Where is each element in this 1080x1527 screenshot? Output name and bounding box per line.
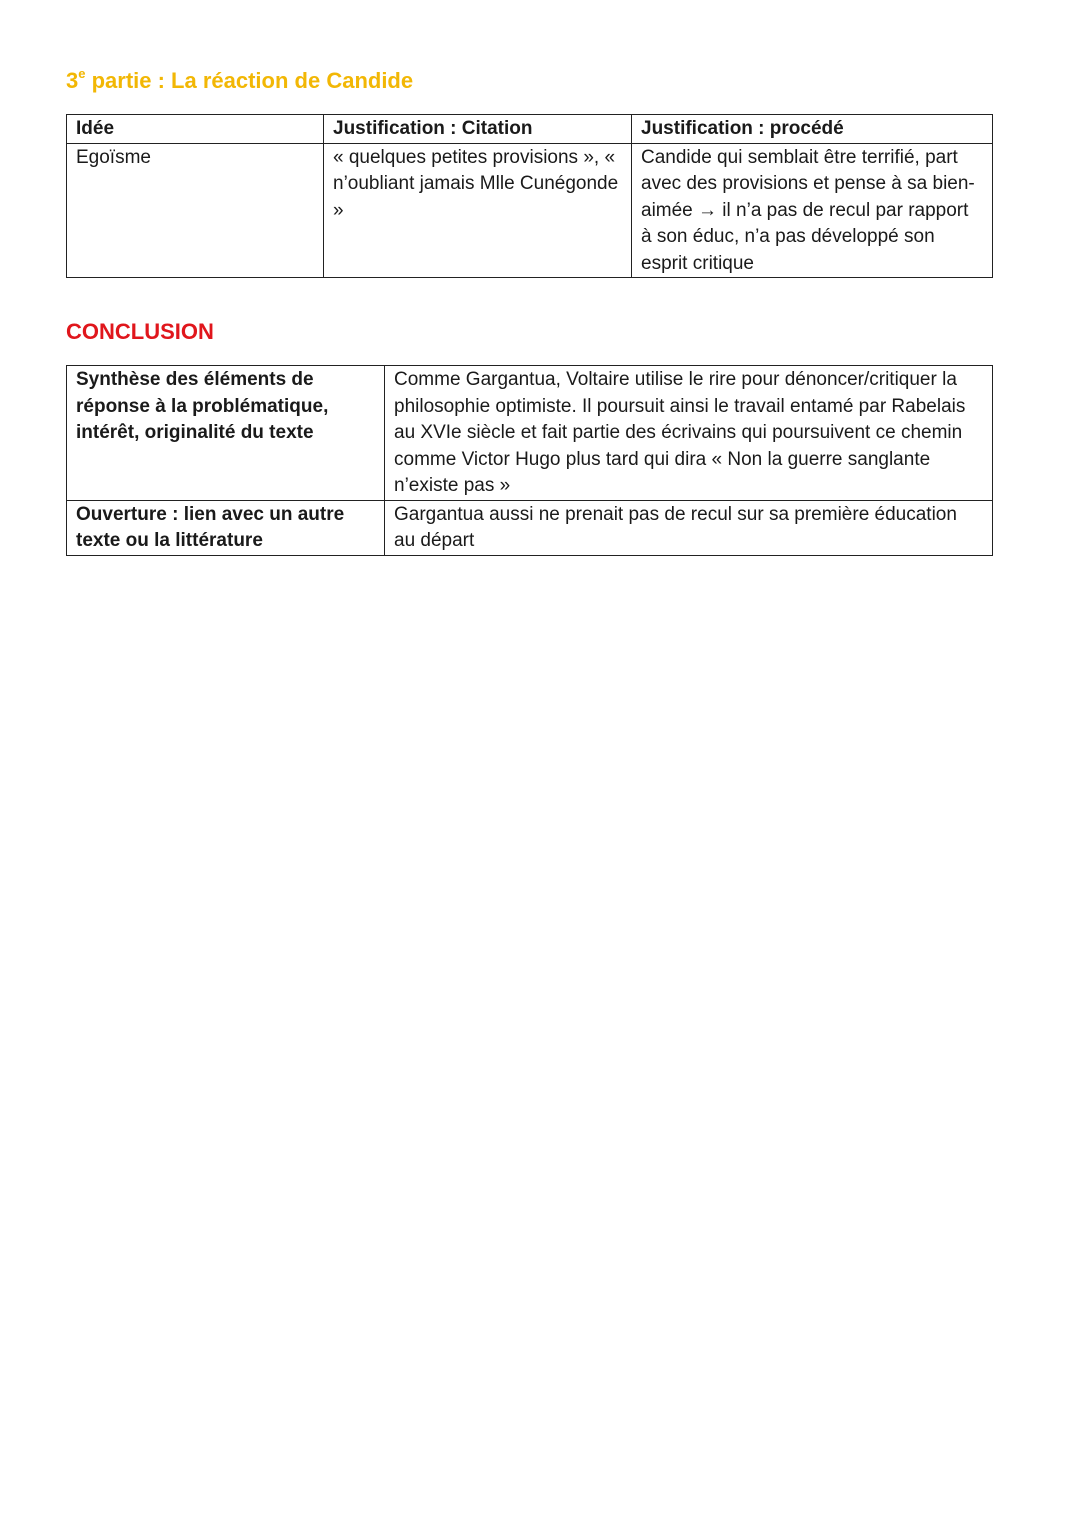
table-header-row [67, 115, 993, 144]
label-opening: Ouverture : lien avec un autre texte ou la littérature [67, 500, 385, 555]
part-title-text: partie : La réaction de Candide [85, 68, 414, 93]
cell-idea: Egoïsme [67, 143, 324, 278]
section-title-conclusion: CONCLUSION [66, 319, 214, 344]
table-row [67, 366, 993, 501]
part-number: 3 [66, 68, 79, 93]
label-synthesis: Synthèse des éléments de réponse à la problématique, intérêt, originalité du texte [67, 366, 385, 501]
section-title-part3 [66, 65, 414, 94]
cell-quote: « quelques petites provisions », « n’oubliant jamais Mlle Cunégonde » [324, 143, 632, 278]
cell-process: Candide qui semblait être terrifié, part avec des provisions et pense à sa bien-aimée → il n’a pas de recul par rapport à son éduc, n’a pas développé son esprit critique [632, 143, 993, 278]
part-number-suffix: e [78, 65, 86, 81]
content-opening: Gargantua aussi ne prenait pas de recul sur sa première éducation au départ [385, 500, 993, 555]
table-row [67, 500, 993, 555]
conclusion-table [66, 365, 993, 556]
part3-table [66, 114, 993, 278]
header-quote: Justification : Citation [324, 115, 632, 144]
header-idea: Idée [67, 115, 324, 144]
header-process: Justification : procédé [632, 115, 993, 144]
content-synthesis: Comme Gargantua, Voltaire utilise le rire pour dénoncer/critiquer la philosophie optimiste. Il poursuit ainsi le travail entamé par Rabelais au XVIe siècle et fait partie des écrivains qui poursuivent ce chemin comme Victor Hugo plus tard qui dira « Non la guerre sanglante n’existe pas » [385, 366, 993, 501]
table-row [67, 143, 993, 278]
